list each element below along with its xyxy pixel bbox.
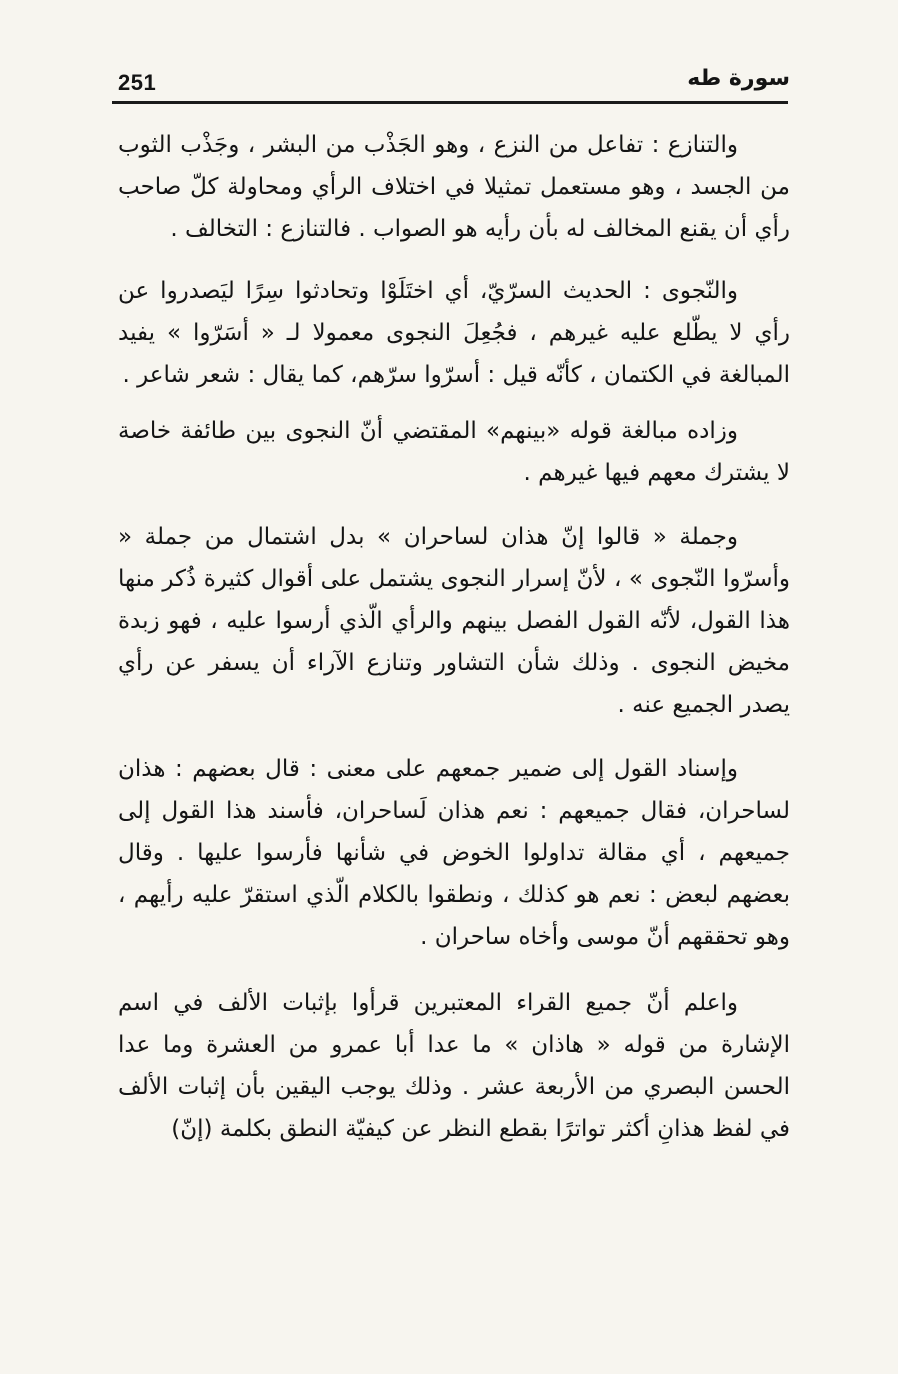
page-header	[112, 66, 790, 102]
paragraph-jumla: وجملة « قالوا إنّ هذان لساحران » بدل اشتمال من جملة « وأسرّوا النّجوى » ، لأنّ إسرار النجوى يشتمل على أقوال كثيرة ذُكر منها هذا القول، لأنّه القول الفصل بينهم والرأي الّذي أرسوا عليه ، فهو زبدة مخيض النجوى . وذلك شأن التشاور وتنازع الآراء أن يسفر عن رأي يصدر الجميع عنه .	[118, 524, 790, 718]
body-text	[118, 124, 790, 1170]
surah-title: سورة طه	[687, 66, 790, 91]
paragraph-najwa: والنّجوى : الحديث السرّيّ، أي اختَلَوْا وتحادثوا سِرًا ليَصدروا عن رأي لا يطّلع عليه غيرهم ، فجُعِلَ النجوى معمولا لـ « أسَرّوا » يفيد المبالغة في الكتمان ، كأنّه قيل : أسرّوا سرّهم، كما يقال : شعر شاعر .	[118, 278, 790, 388]
header-rule	[112, 101, 788, 104]
paragraph-baynahum: وزاده مبالغة قوله «بينهم» المقتضي أنّ النجوى بين طائفة خاصة لا يشترك معهم فيها غيرهم .	[118, 418, 790, 486]
paragraph-qiraat: واعلم أنّ جميع القراء المعتبرين قرأوا بإثبات الألف في اسم الإشارة من قوله « هاذان » ما عدا أبا عمرو من العشرة وما عدا الحسن البصري من الأربعة عشر . وذلك يوجب اليقين بأن إثبات الألف في لفظ هذانِ أكثر تواترًا بقطع النظر عن كيفيّة النطق بكلمة (إنّ)	[118, 990, 790, 1142]
page-number: 251	[118, 70, 157, 95]
paragraph-isnad: وإسناد القول إلى ضمير جمعهم على معنى : قال بعضهم : هذان لساحران، فقال جميعهم : نعم هذان لَساحران، فأسند هذا القول إلى جميعهم ، أي مقالة تداولوا الخوض في شأنها فأرسوا عليها . وقال بعضهم لبعض : نعم هو كذلك ، ونطقوا بالكلام الّذي استقرّ عليه رأيهم ، وهو تحققهم أنّ موسى وأخاه ساحران .	[118, 756, 790, 950]
paragraph-tanazu: والتنازع : تفاعل من النزع ، وهو الجَذْب من البشر ، وجَذْب الثوب من الجسد ، وهو مستعمل تمثيلا في اختلاف الرأي ومحاولة كلّ صاحب رأي أن يقنع المخالف له بأن رأيه هو الصواب . فالتنازع : التخالف .	[118, 132, 790, 242]
